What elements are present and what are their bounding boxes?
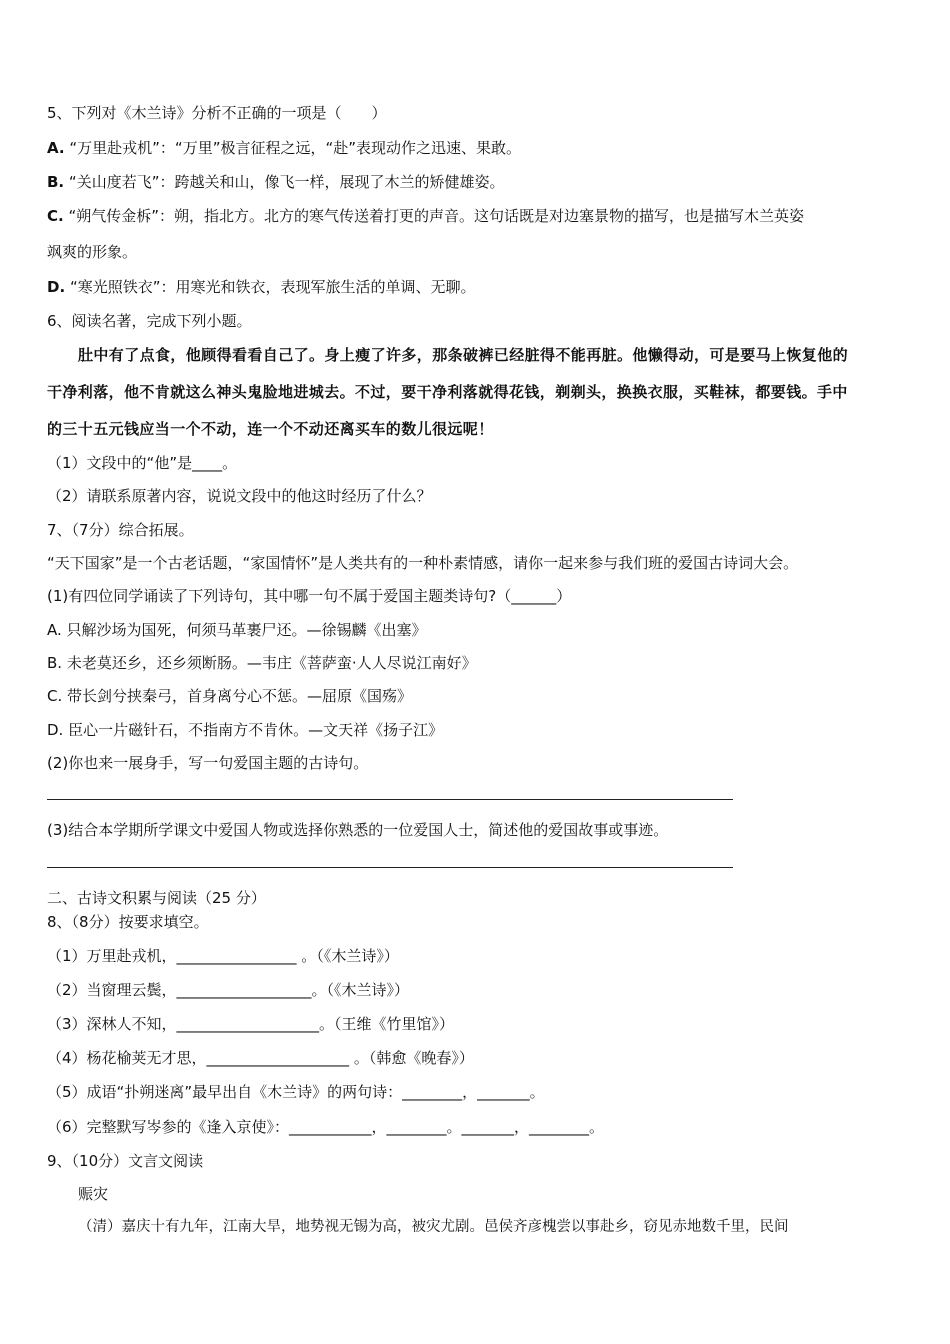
q8-stem: 8、（8分）按要求填空。 xyxy=(47,913,209,931)
q7-stem: 7、（7分）综合拓展。 xyxy=(47,521,194,539)
q6-passage-line-1: 肚中有了点食，他顾得看看自己了。身上瘦了许多，那条破裤已经脏得不能再脏。他懒得动，可是要马上恢复他的 xyxy=(78,346,849,364)
q6-stem: 6、阅读名著，完成下列小题。 xyxy=(47,312,252,330)
q6-sub-2: （2）请联系原著内容，说说文段中的他这时经历了什么？ xyxy=(47,487,432,505)
q5-option-c: C. “朔气传金柝”：朔，指北方。北方的寒气传送着打更的声音。这句话既是对边塞景物的描写，也是描写木兰英姿 xyxy=(47,207,805,225)
q7-option-a: A. 只解沙场为国死，何须马革裹尸还。—徐锡麟《出塞》 xyxy=(47,621,427,639)
q6-passage-line-3: 的三十五元钱应当一个不动，连一个不动还离买车的数儿很远呢！ xyxy=(47,420,494,438)
q5-stem: 5、下列对《木兰诗》分析不正确的一项是（ ） xyxy=(47,104,387,122)
q5-option-a: A. “万里赴戎机”：“万里”极言征程之远，“赴”表现动作之迅速、果敢。 xyxy=(47,139,522,157)
answer-line xyxy=(47,867,733,868)
q8-item-6: （6）完整默写岑参的《逢入京使》：___________，________。_______，________。 xyxy=(47,1118,605,1136)
q9-passage-line-1: （清）嘉庆十有九年，江南大旱，地势视无锡为高，被灾尤剧。邑侯齐彦槐尝以事赴乡，窃见赤地数千里，民间 xyxy=(78,1219,789,1235)
q7-intro: “天下国家”是一个古老话题，“家国情怀”是人类共有的一种朴素情感，请你一起来参与我们班的爱国古诗词大会。 xyxy=(47,554,799,572)
q8-item-3: （3）深林人不知，___________________。（王维《竹里馆》） xyxy=(47,1015,455,1033)
answer-line xyxy=(47,799,733,800)
q7-option-b: B. 未老莫还乡，还乡须断肠。—韦庄《菩萨蛮·人人尽说江南好》 xyxy=(47,654,477,672)
q7-option-c: C. 带长剑兮挟秦弓，首身离兮心不惩。—屈原《国殇》 xyxy=(47,687,413,705)
section-2-title: 二、古诗文积累与阅读（25 分） xyxy=(47,889,266,907)
q8-item-1: （1）万里赴戎机，________________ 。（《木兰诗》） xyxy=(47,947,399,965)
q7-part-2: (2)你也来一展身手，写一句爱国主题的古诗句。 xyxy=(47,754,369,772)
q5-option-b: B. “关山度若飞”：跨越关和山，像飞一样，展现了木兰的矫健雄姿。 xyxy=(47,173,505,191)
q9-passage-title: 赈灾 xyxy=(78,1185,109,1203)
q5-option-c-cont: 飒爽的形象。 xyxy=(47,243,138,261)
q7-part-1: (1)有四位同学诵读了下列诗句，其中哪一句不属于爱国主题类诗句?（______） xyxy=(47,587,572,605)
q5-option-d: D. “寒光照铁衣”：用寒光和铁衣，表现军旅生活的单调、无聊。 xyxy=(47,278,476,296)
q8-item-4: （4）杨花榆荚无才思，___________________ 。（韩愈《晚春》） xyxy=(47,1049,474,1067)
q8-item-5: （5）成语“扑朔迷离”最早出自《木兰诗》的两句诗：________，_______。 xyxy=(47,1083,545,1101)
q7-option-d: D. 臣心一片磁针石，不指南方不肯休。—文天祥《扬子江》 xyxy=(47,721,444,739)
q8-item-2: （2）当窗理云鬓，__________________。（《木兰诗》） xyxy=(47,981,410,999)
q6-passage-line-2: 干净利落，他不肯就这么神头鬼脸地进城去。不过，要干净利落就得花钱，剃剃头，换换衣服，买鞋袜，都要钱。手中 xyxy=(47,383,848,401)
q6-sub-1: （1）文段中的“他”是____。 xyxy=(47,454,238,472)
q7-part-3: (3)结合本学期所学课文中爱国人物或选择你熟悉的一位爱国人士，简述他的爱国故事或事迹。 xyxy=(47,821,669,839)
q9-stem: 9、（10分）文言文阅读 xyxy=(47,1152,204,1170)
